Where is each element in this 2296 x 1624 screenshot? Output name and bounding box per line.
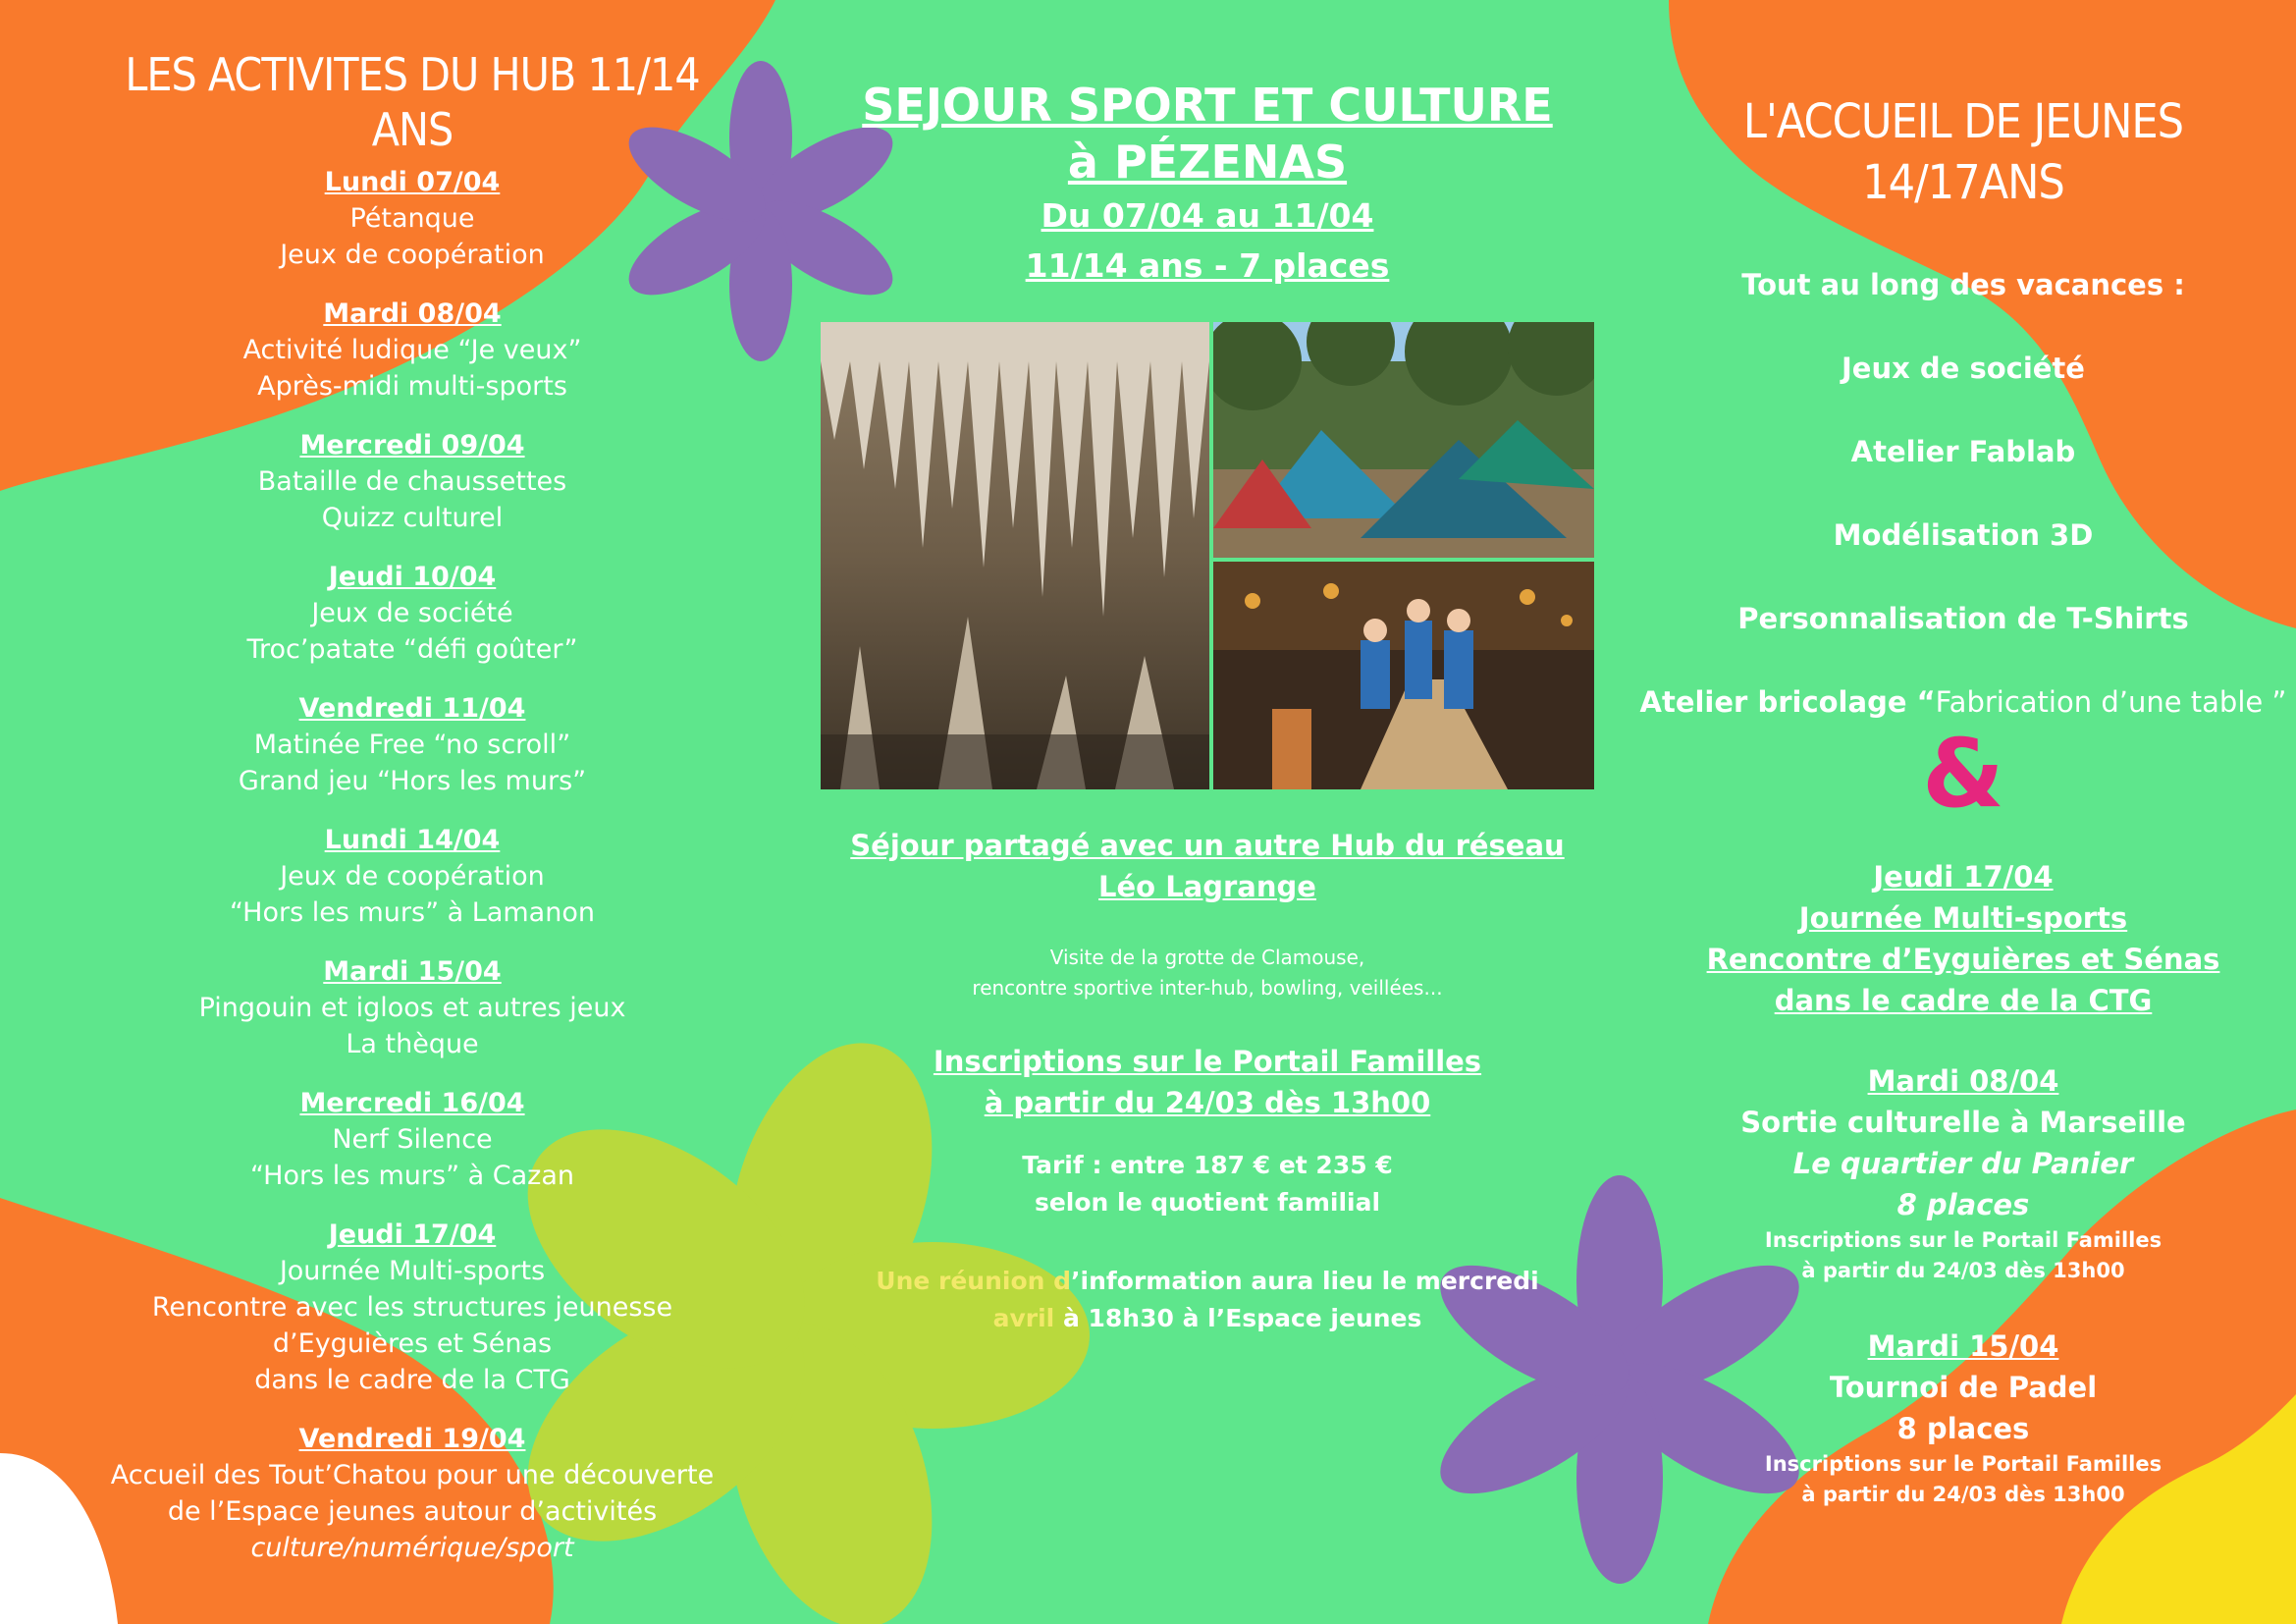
- price-line2: selon le quotient familial: [1034, 1188, 1381, 1217]
- event-registration-date: à partir du 24/03 dès 13h00: [1801, 1483, 2125, 1506]
- youth-item: Atelier Fablab: [1850, 435, 2076, 468]
- activity-line: Après-midi multi-sports: [257, 371, 567, 402]
- event-registration-date: à partir du 24/03 dès 13h00: [1801, 1259, 2125, 1282]
- activity-line: Jeux de coopération: [280, 240, 545, 270]
- day-block: [88, 823, 736, 931]
- event-registration: Inscriptions sur le Portail Familles: [1764, 1452, 2163, 1476]
- activity-line: “Hors les murs” à Cazan: [250, 1161, 574, 1191]
- activity-line: Pingouin et igloos et autres jeux: [198, 993, 626, 1023]
- event-date: Jeudi 17/04: [1873, 860, 2054, 893]
- youth-welcome-column: [1629, 91, 2296, 1549]
- shared-stay-line1: Séjour partagé avec un autre Hub du réseau: [850, 829, 1565, 862]
- event-date: Mardi 15/04: [1867, 1329, 2059, 1363]
- activity-line: Journée Multi-sports: [279, 1256, 546, 1286]
- activity-line: Nerf Silence: [332, 1124, 493, 1155]
- activity-line: de l’Espace jeunes autour d’activités: [167, 1496, 658, 1527]
- stay-location: à PÉZENAS: [1067, 135, 1348, 189]
- youth-title-line1: L'ACCUEIL DE JEUNES: [1742, 94, 2184, 149]
- activity-line: d’Eyguières et Sénas: [272, 1328, 553, 1359]
- day-block: [88, 297, 736, 405]
- activity-line-italic: culture/numérique/sport: [250, 1533, 574, 1563]
- bricolage-detail: Fabrication d’une table ”: [1935, 685, 2287, 719]
- price-line1: Tarif : entre 187 € et 235 €: [1022, 1151, 1393, 1179]
- tents-photo: [1213, 322, 1594, 558]
- event-title: Tournoi de Padel: [1829, 1371, 2098, 1404]
- day-date: Mercredi 09/04: [299, 430, 525, 460]
- stay-title: SEJOUR SPORT ET CULTURE: [862, 79, 1553, 132]
- day-block: [88, 560, 736, 668]
- youth-item: Modélisation 3D: [1833, 518, 2094, 552]
- day-block: [88, 165, 736, 273]
- visit-line2: rencontre sportive inter-hub, bowling, veillées...: [972, 976, 1443, 1000]
- activity-line: Jeux de société: [311, 598, 513, 628]
- event-block: [1629, 1326, 2296, 1510]
- event-block: [1629, 856, 2296, 1021]
- day-date: Mercredi 16/04: [299, 1088, 525, 1118]
- day-date: Mardi 15/04: [323, 956, 502, 987]
- activity-line: “Hors les murs” à Lamanon: [230, 897, 595, 928]
- event-line: Rencontre d’Eyguières et Sénas: [1706, 943, 2220, 976]
- event-line: dans le cadre de la CTG: [1774, 984, 2153, 1017]
- stay-dates: Du 07/04 au 11/04: [1041, 196, 1374, 235]
- activity-line: Troc’patate “défi goûter”: [246, 634, 578, 665]
- activity-line: Grand jeu “Hors les murs”: [238, 766, 587, 796]
- meeting-text: à 18h30 à l’Espace jeunes: [1054, 1304, 1422, 1332]
- day-block: [88, 691, 736, 799]
- activity-line: Rencontre avec les structures jeunesse: [151, 1292, 673, 1323]
- day-date: Jeudi 17/04: [328, 1219, 497, 1250]
- youth-title-line2: 14/17ANS: [1862, 155, 2064, 210]
- photo-collage: [821, 322, 1594, 789]
- event-title: Sortie culturelle à Marseille: [1740, 1106, 2186, 1139]
- activity-line: La thèque: [346, 1029, 479, 1059]
- activity-line: dans le cadre de la CTG: [254, 1365, 570, 1395]
- meeting-highlight: avril: [992, 1304, 1055, 1332]
- youth-item: Personnalisation de T-Shirts: [1737, 602, 2189, 635]
- youth-item-bricolage: [1629, 685, 2296, 719]
- meeting-text: ’information aura lieu le mercredi: [1071, 1267, 1539, 1295]
- day-date: Lundi 07/04: [324, 167, 501, 197]
- event-date: Mardi 08/04: [1867, 1064, 2059, 1098]
- stay-column: [766, 77, 1649, 1337]
- registration-line2: à partir du 24/03 dès 13h00: [984, 1086, 1431, 1119]
- visit-line1: Visite de la grotte de Clamouse,: [1049, 946, 1365, 969]
- hub-activities-title: LES ACTIVITES DU HUB 11/14 ANS: [125, 48, 700, 156]
- day-block: [88, 1086, 736, 1194]
- event-places: 8 places: [1896, 1188, 2030, 1221]
- shared-stay-line2: Léo Lagrange: [1098, 870, 1316, 903]
- hub-activities-column: [88, 47, 736, 1590]
- day-block: [88, 954, 736, 1062]
- day-block: [88, 428, 736, 536]
- event-line: Journée Multi-sports: [1798, 901, 2128, 935]
- registration-line1: Inscriptions sur le Portail Familles: [933, 1045, 1482, 1078]
- event-subtitle: Le quartier du Panier: [1792, 1147, 2134, 1180]
- event-block: [1629, 1060, 2296, 1286]
- activity-line: Quizz culturel: [321, 503, 504, 533]
- day-date: Mardi 08/04: [323, 298, 502, 329]
- holiday-intro: Tout au long des vacances :: [1741, 268, 2185, 301]
- activity-line: Pétanque: [349, 203, 475, 234]
- activity-line: Bataille de chaussettes: [257, 466, 567, 497]
- day-date: Lundi 14/04: [324, 825, 501, 855]
- event-places: 8 places: [1896, 1412, 2030, 1445]
- activity-line: Activité ludique “Je veux”: [242, 335, 582, 365]
- day-block: [88, 1218, 736, 1398]
- day-date: Vendredi 11/04: [298, 693, 526, 724]
- meeting-line1: [766, 1263, 1649, 1300]
- meeting-line2: [766, 1300, 1649, 1337]
- event-registration: Inscriptions sur le Portail Familles: [1764, 1228, 2163, 1252]
- youth-item: Jeux de société: [1842, 352, 2085, 385]
- activity-line: Matinée Free “no scroll”: [253, 730, 571, 760]
- meeting-highlight: Une réunion d: [876, 1267, 1072, 1295]
- activity-line: Accueil des Tout’Chatou pour une découverte: [110, 1460, 715, 1490]
- activity-line: Jeux de coopération: [280, 861, 545, 892]
- day-date: Vendredi 19/04: [298, 1424, 526, 1454]
- stay-ages: 11/14 ans - 7 places: [1025, 246, 1390, 285]
- day-date: Jeudi 10/04: [328, 562, 497, 592]
- ampersand: &: [1922, 719, 2004, 829]
- bowling-photo: [1213, 562, 1594, 789]
- day-block: [88, 1422, 736, 1566]
- cave-photo: [821, 322, 1209, 789]
- bricolage-label: Atelier bricolage “: [1639, 685, 1936, 719]
